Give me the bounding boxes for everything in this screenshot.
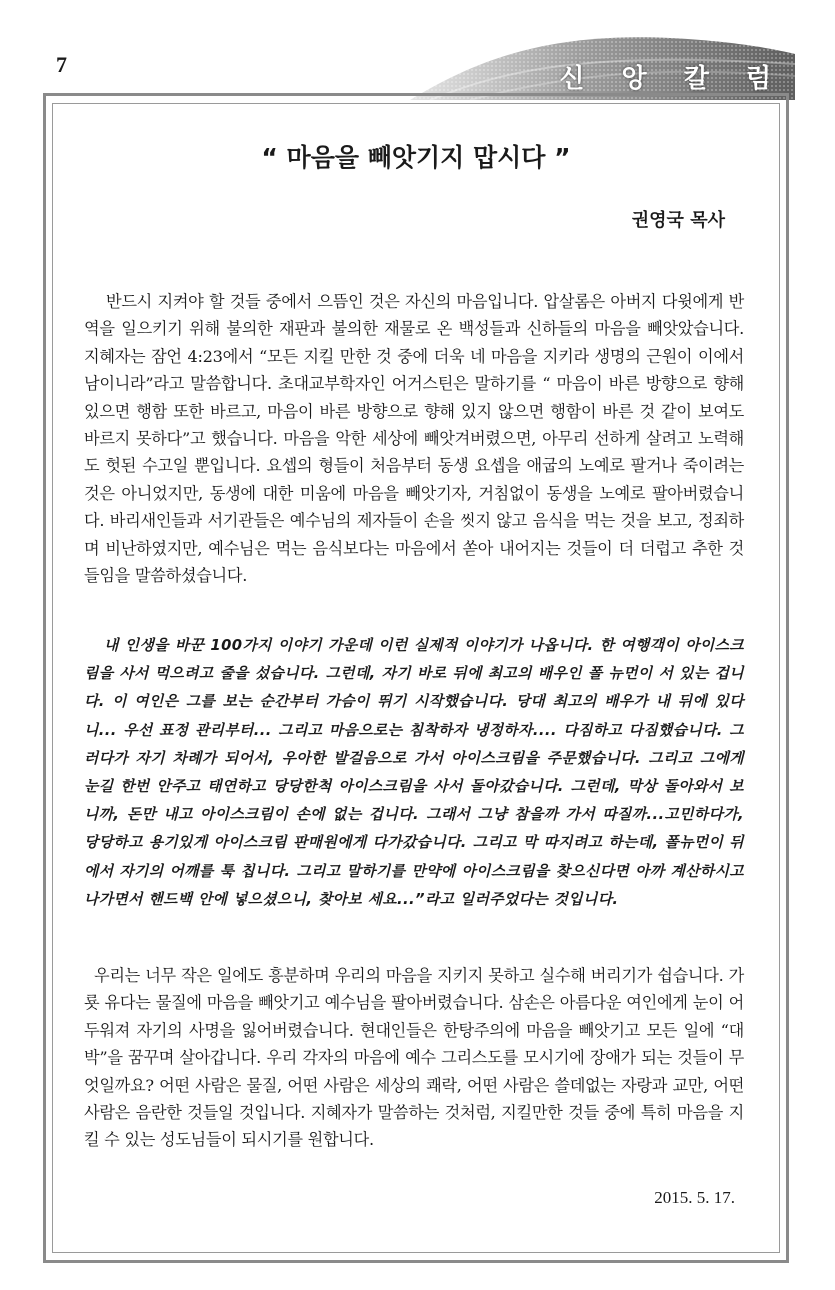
paragraph-story: 내 인생을 바꾼 100가지 이야기 가운데 이런 실제적 이야기가 나옵니다. 한 여행객이 아이스크림을 사서 먹으려고 줄을 섰습니다. 그런데, 자기 바로 뒤에 최고의 배우인 폴 뉴먼이 서 있는 겁니다. 이 여인은 그를 보는 순간부터 가슴이 뛰기 시작했습니다. 당대 최고의 배우가 내 뒤에 있다니... 우선 표정 관리부터... 그리고 마음으로는 침착하자 냉정하자.... 다짐하고 다짐했습니다. 그러다가 자기 차례가 되어서, 우아한 발걸음으로 가서 아이스크림을 주문했습니다. 그리고 그에게 눈길 한번 안주고 태연하고 당당한척 아이스크림을 사서 돌아갔습니다. 그런데, 막상 돌아와서 보니까, 돈만 내고 아이스크림이 손에 없는 겁니다. 그래서 그냥 참을까 가서 따질까...고민하다가, 당당하고 용기있게 아이스크림 판매원에게 다가갔습니다. 그리고 막 따지려고 하는데, 폴뉴먼이 뒤에서 자기의 어깨를 툭 칩니다. 그리고 말하기를 만약에 아이스크림을 찾으신다면 아까 계산하시고 나가면서 핸드백 안에 넣으셨으니, 찾아보 세요...”라고 일러주었다는 것입니다. bbox=[84, 637, 744, 908]
page-number: 7 bbox=[56, 52, 67, 77]
article-title: “ 마음을 빼앗기지 맙시다 ” bbox=[261, 143, 571, 172]
section-title: 신 앙 칼 럼 bbox=[559, 64, 785, 94]
article-date: 2015. 5. 17. bbox=[654, 1188, 735, 1207]
paragraph-intro: 반드시 지켜야 할 것들 중에서 으뜸인 것은 자신의 마음입니다. 압살롬은 아버지 다윗에게 반역을 일으키기 위해 불의한 재판과 불의한 재물로 온 백성들과 신하들의 마음을 빼앗았습니다. 지혜자는 잠언 4:23에서 “모든 지킬 만한 것 중에 더욱 네 마음을 지키라 생명의 근원이 이에서 남이니라”라고 말씀합니다. 초대교부학자인 어거스틴은 말하기를 “ 마음이 바른 방향으로 향해 있으면 행함 또한 바르고, 마음이 바른 방향으로 향해 있지 않으면 행함이 바른 것 같이 보여도 바르지 못하다”고 했습니다. 마음을 악한 세상에 빼앗겨버렸으면, 아무리 선하게 살려고 노력해도 헛된 수고일 뿐입니다. 요셉의 형들이 처음부터 동생 요셉을 애굽의 노예로 팔거나 죽이려는 것은 아니었지만, 동생에 대한 미움에 마음을 빼앗기자, 거침없이 동생을 노예로 팔아버렸습니다. 바리새인들과 서기관들은 예수님의 제자들이 손을 씻지 않고 음식을 먹는 것을 보고, 정죄하며 비난하였지만, 예수님은 먹는 음식보다는 마음에서 쏟아 내어지는 것들이 더 더럽고 추한 것들임을 말씀하셨습니다. bbox=[84, 292, 744, 586]
paragraph-conclusion: 우리는 너무 작은 일에도 흥분하며 우리의 마음을 지키지 못하고 실수해 버리기가 쉽습니다. 가룟 유다는 물질에 마음을 빼앗기고 예수님을 팔아버렸습니다. 삼손은 아름다운 여인에게 눈이 어두워져 자기의 사명을 잃어버렸습니다. 현대인들은 한탕주의에 마음을 빼앗기고 모든 일에 “대박”을 꿈꾸며 살아갑니다. 우리 각자의 마음에 예수 그리스도를 모시기에 장애가 되는 것들이 무엇일까요? 어떤 사람은 물질, 어떤 사람은 세상의 쾌락, 어떤 사람은 쓸데없는 자랑과 교만, 어떤 사람은 음란한 것들일 것입니다. 지혜자가 말씀하는 것처럼, 지킬만한 것들 중에 특히 마음을 지킬 수 있는 성도님들이 되시기를 원합니다. bbox=[84, 966, 744, 1150]
article-author: 권영국 목사 bbox=[631, 210, 725, 231]
